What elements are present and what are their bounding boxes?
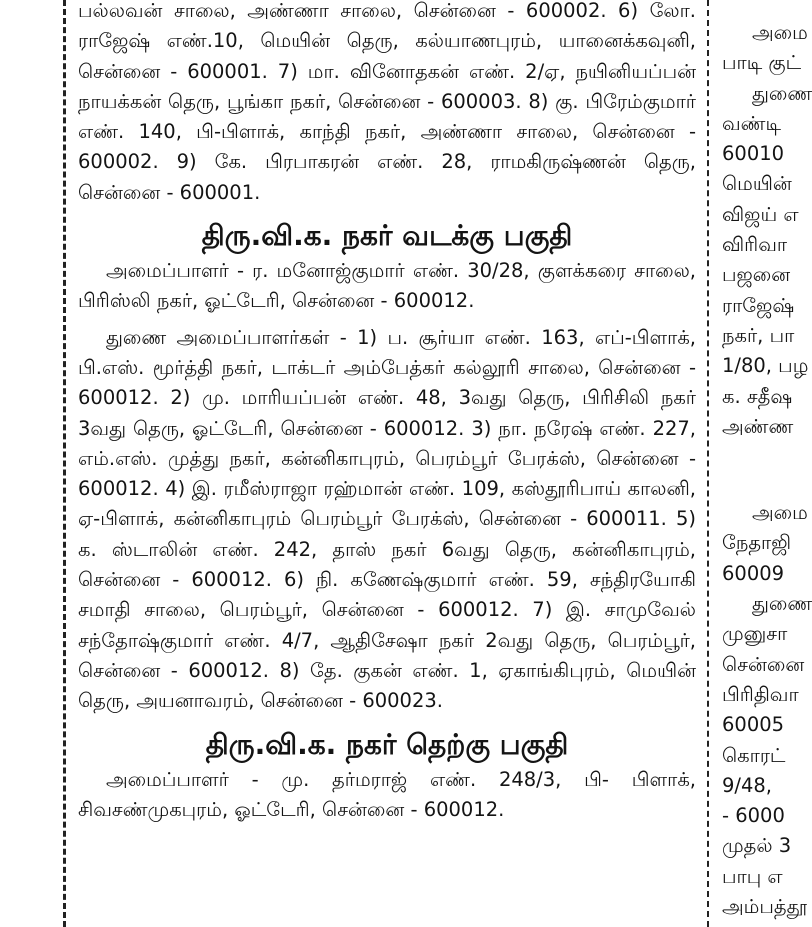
right-line: நகர், பா: [722, 323, 795, 347]
heading-north-section: திரு.வி.க. நகர் வடக்கு பகுதி: [201, 219, 573, 253]
right-line: கொரட்: [722, 743, 786, 767]
right-line: அமை: [752, 501, 808, 525]
right-line: நேதாஜி: [722, 531, 792, 555]
column-rule-middle: [707, 0, 709, 927]
right-line: விரிவா: [722, 233, 788, 257]
right-line: ராஜேஷ்: [722, 293, 795, 317]
south-organizer: அமைப்பாளர் - மு. தர்மராஜ் எண். 248/3, பி- பிளாக், சிவசண்முகபுரம், ஓட்டேரி, சென்னை - 600012.: [78, 767, 696, 821]
right-line: 9/48,: [722, 773, 772, 797]
right-line: துணை: [752, 592, 812, 616]
right-line: விஜய் எ: [722, 202, 799, 226]
right-line: பாபு எ: [722, 864, 783, 888]
heading-south-section: திரு.வி.க. நகர் தெற்கு பகுதி: [205, 727, 569, 761]
main-column: [78, 0, 696, 927]
right-column-fragment: [722, 0, 812, 927]
section-top-continuation: பல்லவன் சாலை, அண்ணா சாலை, சென்னை - 600002. 6) லோ. ராஜேஷ் எண்.10, மெயின் தெரு, கல்யாணபுரம், யானைக்கவுனி, சென்னை - 600001. 7) மா. வினோதகன் எண். 2/ஏ, நயினியப்பன் நாயக்கன் தெரு, பூங்கா நகர், சென்னை - 600003. 8) கு. பிரேம்குமார் எண். 140, பி-பிளாக், காந்தி நகர், அண்ணா சாலை, சென்னை - 600002. 9) கே. பிரபாகரன் எண். 28, ராமகிருஷ்ணன் தெரு, சென்னை - 600001.: [78, 0, 696, 204]
right-line: அமை: [752, 21, 808, 44]
right-line: பிரிதிவா: [722, 682, 799, 706]
right-line: 60009: [722, 561, 785, 585]
column-rule-left: [63, 0, 66, 927]
right-line: 60010: [722, 142, 785, 166]
right-line: 60005: [722, 713, 785, 737]
right-line: அம்பத்தூ: [722, 895, 808, 919]
right-line: பாடி குட்: [722, 51, 802, 75]
right-line: அண்ண: [722, 414, 794, 438]
north-deputies: துணை அமைப்பாளர்கள் - 1) ப. சூர்யா எண். 163, எப்-பிளாக், பி.எஸ். மூர்த்தி நகர், டாக்டர் அம்பேத்கர் கல்லூரி சாலை, சென்னை - 600012. 2) மு. மாரியப்பன் எண். 48, 3வது தெரு, பிரிசிலி நகர் 3வது தெரு, ஓட்டேரி, சென்னை - 600012. 3) நா. நரேஷ் எண். 227, எம்.எஸ். முத்து நகர், கன்னிகாபுரம், பெரம்பூர் பேரக்ஸ், சென்னை - 600012. 4) இ. ரமீஸ்ராஜா ரஹ்மான் எண். 109, கஸ்தூரிபாய் காலனி, ஏ-பிளாக், கன்னிகாபுரம் பெரம்பூர் பேரக்ஸ், சென்னை - 600011. 5) க. ஸ்டாலின் எண். 242, தாஸ் நகர் 6வது தெரு, கன்னிகாபுரம், சென்னை - 600012. 6) நி. கணேஷ்குமார் எண். 59, சந்திரயோகி சமாதி சாலை, பெரம்பூர், சென்னை - 600012. 7) இ. சாமுவேல் சந்தோஷ்குமார் எண். 4/7, ஆதிசேஷா நகர் 2வது தெரு, பெரம்பூர், சென்னை - 600012. 8) தே. குகன் எண். 1, ஏகாங்கிபுரம், மெயின் தெரு, அயனாவரம், சென்னை - 600023.: [78, 325, 696, 713]
north-organizer: அமைப்பாளர் - ர. மனோஜ்குமார் எண். 30/28, குளக்கரை சாலை, பிரிஸ்லி நகர், ஓட்டேரி, சென்னை - 600012.: [78, 259, 696, 313]
right-line: - 6000: [722, 804, 785, 828]
right-line: துணை: [752, 81, 812, 105]
right-line: பஜனை: [722, 263, 791, 287]
right-line: 1/80, பழ: [722, 354, 809, 378]
right-line: வண்டி: [722, 111, 781, 135]
right-line: மெயின்: [722, 172, 792, 196]
right-line: முதல் 3: [722, 834, 792, 858]
right-line: முனுசா: [722, 622, 788, 646]
right-line: சென்னை: [722, 652, 805, 676]
right-line: க. சதீஷ: [722, 384, 793, 408]
